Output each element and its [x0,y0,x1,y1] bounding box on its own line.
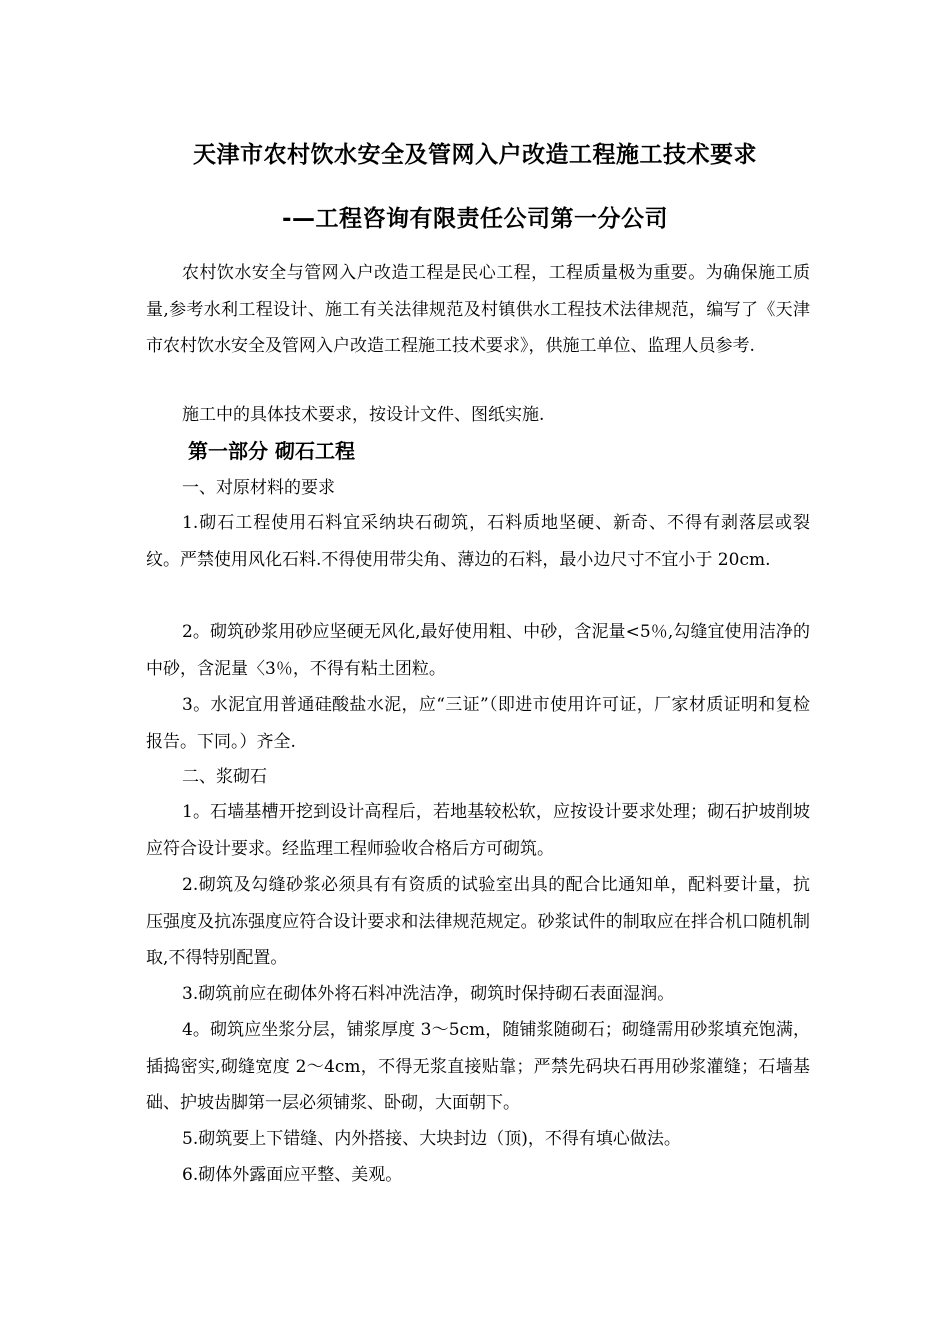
document-title: 天津市农村饮水安全及管网入户改造工程施工技术要求 [193,142,757,168]
part-heading: 第一部分 砌石工程 [188,439,355,463]
masonry-item-1: 1。石墙基槽开挖到设计高程后，若地基较松软，应按设计要求处理；砌石护坡削坡应符合设计要求。经监理工程师验收合格后方可砌筑。 [146,802,810,859]
masonry-item-3: 3.砌筑前应在砌体外将石料冲洗洁净，砌筑时保持砌石表面湿润。 [182,984,675,1004]
intro-paragraph: 农村饮水安全与管网入户改造工程是民心工程，工程质量极为重要。为确保施工质量,参考水利工程设计、施工有关法律规范及村镇供水工程技术法律规范，编写了《天津市农村饮水安全及管网入户改造工程施工技术要求》，供施工单位、监理人员参考. [146,263,810,356]
masonry-item-5: 5.砌筑要上下错缝、内外搭接、大块封边（顶)，不得有填心做法。 [182,1129,681,1149]
masonry-item-6: 6.砌体外露面应平整、美观。 [182,1165,403,1185]
document-subtitle: -—工程咨询有限责任公司第一分公司 [281,206,669,232]
intro-paragraph-2: 施工中的具体技术要求，按设计文件、图纸实施. [182,405,545,425]
materials-item-3: 3。水泥宜用普通硅酸盐水泥，应“三证”（即进市使用许可证，厂家材质证明和复检报告。下同。）齐全. [146,695,810,752]
masonry-item-4: 4。砌筑应坐浆分层，铺浆厚度 3～5cm，随铺浆随砌石；砌缝需用砂浆填充饱满，插捣密实,砌缝宽度 2～4cm，不得无浆直接贴靠；严禁先码块石再用砂浆灌缝；石墙基础、护坡齿脚第一层必须铺浆、卧砌，大面朝下。 [146,1020,810,1113]
section-heading-masonry: 二、浆砌石 [182,767,267,787]
materials-item-1: 1.砌石工程使用石料宜采纳块石砌筑，石料质地坚硬、新奇、不得有剥落层或裂纹。严禁使用风化石料.不得使用带尖角、薄边的石料，最小边尺寸不宜小于 20cm. [146,513,810,570]
masonry-item-2: 2.砌筑及勾缝砂浆必须具有有资质的试验室出具的配合比通知单，配料要计量，抗压强度及抗冻强度应符合设计要求和法律规范规定。砂浆试件的制取应在拌合机口随机制取,不得特别配置。 [146,875,810,968]
materials-item-2: 2。砌筑砂浆用砂应坚硬无风化,最好使用粗、中砂，含泥量<5％,勾缝宜使用洁净的中砂，含泥量〈3％，不得有粘土团粒。 [146,622,810,679]
section-heading-materials: 一、对原材料的要求 [182,478,335,498]
